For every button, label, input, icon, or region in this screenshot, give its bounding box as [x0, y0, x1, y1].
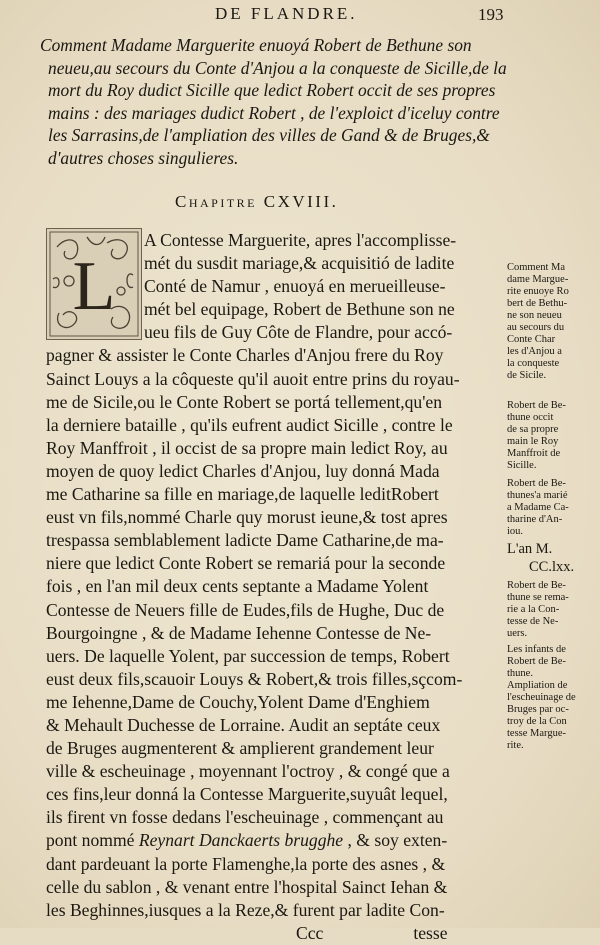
summary-line: neueu,au secours du Conte d'Anjou a la conqueste de Sicille,de la — [48, 57, 507, 78]
note-line: Robert de Be- — [507, 656, 566, 667]
note-line: thunes'a marié — [507, 490, 568, 501]
note-line: Conte Char — [507, 334, 556, 345]
chapter-body — [46, 229, 504, 945]
text-line: ces fins,leur donná la Contesse Marguerite,suyuât lequel, — [46, 784, 448, 805]
place-name-italic: Reynart Danckaerts brugghe — [138, 830, 344, 851]
note-line: les d'Anjou a — [507, 346, 562, 357]
marginal-note — [507, 580, 587, 640]
text-line: A Contesse Marguerite, apres l'accomplisse- — [144, 230, 457, 250]
note-line: dame Margue- — [507, 274, 569, 285]
text-line: la derniere bataille , qu'ils eufrent audict Sicille , contre le — [46, 414, 453, 435]
note-line: Ampliation de — [507, 680, 568, 691]
text-span: pont nommé — [46, 830, 139, 851]
note-line: Les infants de — [507, 644, 566, 655]
text-line: niere que ledict Conte Robert se remariá pour la seconde — [46, 553, 446, 574]
note-line: uers. — [507, 628, 528, 639]
text-line: me de Sicile,ou le Conte Robert se portá tellement,qu'en — [46, 391, 442, 412]
note-line: iou. — [507, 526, 524, 537]
text-line: pagner & assister le Conte Charles d'Anjou frere du Roy — [46, 345, 444, 366]
page-header — [0, 4, 600, 28]
note-line: tesse Margue- — [507, 728, 566, 739]
marginal-note — [507, 680, 587, 752]
note-line: Bruges par oc- — [507, 704, 569, 715]
note-line: a Madame Ca- — [507, 502, 569, 513]
text-line: uers. De laquelle Yolent, par succession de temps, Robert — [46, 645, 450, 666]
note-line: Comment Ma — [507, 262, 566, 273]
marginal-note — [507, 478, 587, 538]
text-line: Sainct Louys a la côqueste qu'il auoit entre prins du royau- — [46, 368, 460, 389]
note-line: au secours du — [507, 322, 565, 333]
note-line: thune occit — [507, 412, 554, 423]
text-line: eust deux fils,scauoir Louys & Robert,& trois filles,sçcom- — [46, 668, 463, 689]
text-line: mét bel equipage, Robert de Bethune son ne — [144, 299, 455, 320]
summary-line: d'autres choses singulieres. — [48, 147, 239, 168]
note-line: rie a la Con- — [507, 604, 560, 615]
text-line: ils firent vn fosse dedans l'escheuinage , commençant au — [46, 807, 444, 828]
note-line: Sicille. — [507, 460, 537, 471]
text-line: mét du susdit mariage,& acquisitió de ladite — [144, 253, 455, 274]
note-line: L'an M. — [507, 541, 553, 557]
text-line: de Bruges augmenterent & amplierent grandement leur — [46, 738, 434, 759]
note-line: tharine d'An- — [507, 514, 563, 525]
text-line: moyen de quoy ledict Charles d'Anjou, luy donná Mada — [46, 460, 440, 481]
page-number: 193 — [478, 5, 504, 24]
text-line: me Iehenne,Dame de Couchy,Yolent Dame d'Enghiem — [46, 691, 430, 712]
text-line: & Mehault Duchesse de Lorraine. Audit an septáte ceux — [46, 714, 441, 735]
signature-mark: Ccc — [296, 922, 324, 943]
chapter-heading: Chapitre CXVIII. — [175, 192, 339, 211]
text-line: ville & escheuinage , moyennant l'octroy , & congé que a — [46, 761, 450, 782]
note-line: de sa propre — [507, 424, 559, 435]
note-line: Robert de Be- — [507, 478, 566, 489]
text-line: fois , en l'an mil deux cents septante a Madame Yolent — [46, 576, 429, 597]
summary-line: les Sarrasins,de l'ampliation des villes de Gand & de Bruges,& — [48, 125, 490, 145]
text-line — [46, 829, 504, 852]
note-line: la conqueste — [507, 358, 560, 369]
text-line: les Beghinnes,iusques a la Reze,& furent par ladite Con- — [46, 899, 445, 920]
text-line: dant pardeuant la porte Flamenghe,la porte des asnes , & — [46, 853, 446, 874]
text-line: Conté de Namur , enuoyá en merueilleuse- — [144, 276, 446, 297]
text-line: Contesse de Neuers fille de Eudes,fils de Hughe, Duc de — [46, 599, 445, 620]
note-line: rite. — [507, 740, 524, 751]
text-line: Roy Manffroit , il occist de sa propre main ledict Roy, au — [46, 437, 448, 458]
signature-line — [46, 922, 504, 945]
text-line: Bourgoingne , & de Madame Iehenne Contesse de Ne- — [46, 622, 432, 643]
note-line: rite enuoye Ro — [507, 286, 569, 297]
chapter-summary — [40, 34, 510, 169]
note-line: Manffroit de — [507, 448, 561, 459]
note-line: thune se rema- — [507, 592, 569, 603]
marginal-note — [507, 262, 587, 382]
catchword: tesse — [413, 922, 448, 943]
note-line: l'escheuinage de — [507, 692, 576, 703]
text-line: me Catharine sa fille en mariage,de laquelle leditRobert — [46, 484, 439, 505]
text-line: celle du sablon , & venant entre l'hospital Sainct Iehan & — [46, 876, 448, 897]
note-line: de Sicile. — [507, 370, 547, 381]
running-head: DE FLANDRE. — [215, 4, 358, 23]
note-line: Robert de Be- — [507, 580, 566, 591]
dropcap-letter: L — [72, 248, 116, 325]
note-line: CC.lxx. — [529, 559, 575, 575]
marginal-date — [507, 540, 587, 576]
marginal-note — [507, 644, 587, 680]
summary-line: Comment Madame Marguerite enuoyá Robert de Bethune son — [40, 35, 472, 55]
note-line: tesse de Ne- — [507, 616, 559, 627]
note-line: ne son neueu — [507, 310, 562, 321]
text-line: eust vn fils,nommé Charle quy morust ieune,& tost apres — [46, 507, 448, 528]
note-line: thune. — [507, 668, 533, 679]
note-line: main le Roy — [507, 436, 559, 447]
note-line: Robert de Be- — [507, 400, 566, 411]
summary-line: mains : des mariages dudict Robert , de l'exploict d'iceluy contre — [48, 102, 500, 123]
text-line: ueu fils de Guy Côte de Flandre, pour accó- — [144, 322, 453, 343]
note-line: bert de Bethu- — [507, 298, 568, 309]
marginal-note — [507, 400, 587, 472]
text-line: trespassa semblablement ladicte Dame Catharine,de ma- — [46, 530, 444, 551]
text-span: , & soy exten- — [343, 830, 448, 851]
note-line: troy de la Con — [507, 716, 567, 727]
summary-line: mort du Roy dudict Sicille que ledict Robert occit de ses propres — [48, 80, 496, 100]
